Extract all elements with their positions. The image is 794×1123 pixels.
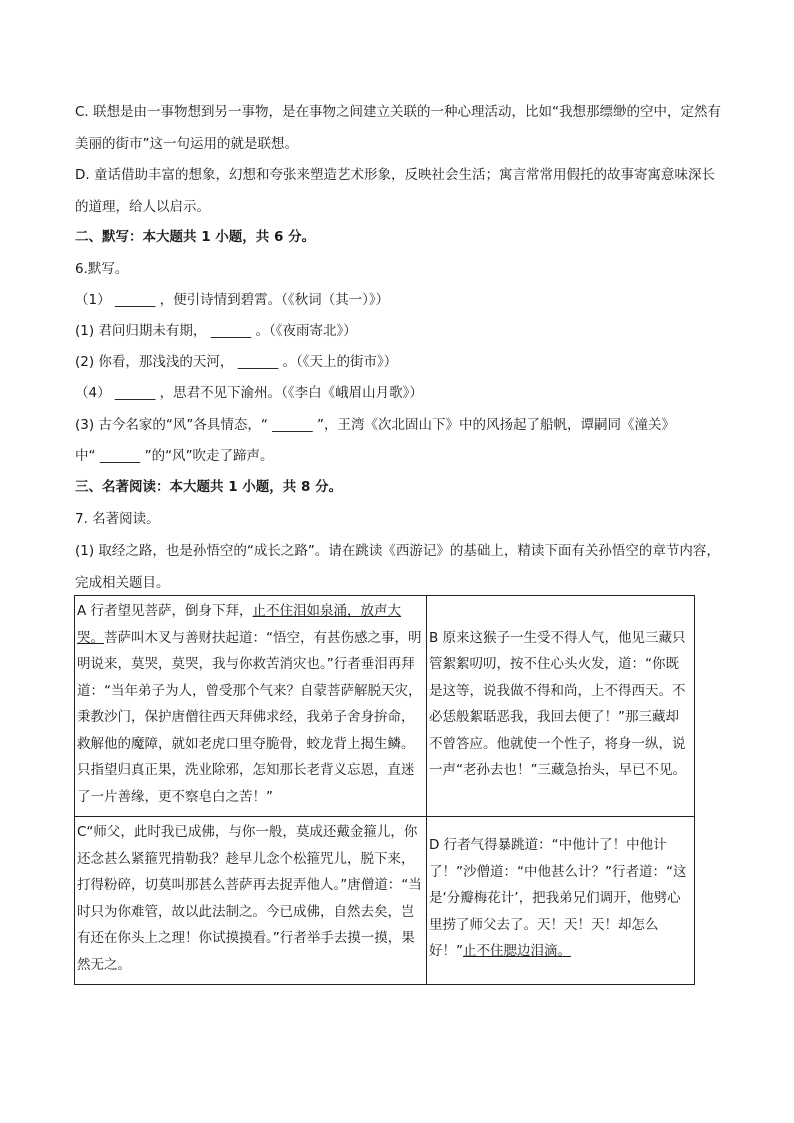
excerpt-b: B 原来这猴子一生受不得人气，他见三藏只管絮絮叨叨，按不住心头火发，道：“你既是这等，说我做不得和尚，上不得西天。不必恁般絮聒恶我，我回去便了！”那三藏却不曾答应。他就使一个性子，将身一纵，说一声“老孙去也！”三藏急抬头，早已不见。 — [427, 596, 695, 817]
excerpt-a — [75, 596, 427, 817]
reading-table — [74, 595, 695, 985]
option-c: C. 联想是由一事物想到另一事物，是在事物之间建立关联的一种心理活动，比如“我想那缥缈的空中，定然有美丽的街市”这一句运用的就是联想。 — [75, 104, 722, 152]
excerpt-d-text: D 行者气得暴跳道：“中他计了！中他计了！”沙僧道：“中他甚么计？”行者道：“这是‘分瓣梅花计’，把我弟兄们调开，他劈心里捞了师父去了。天！天！天！却怎么好！” — [429, 837, 687, 960]
dictation-item: (3) 古今名家的“风”各具情态，“ ______ ”，王湾《次北固山下》中的风扬起了船帆，谭嗣同《潼关》 — [75, 417, 675, 433]
option-d: D. 童话借助丰富的想象，幻想和夸张来塑造艺术形象，反映社会生活；寓言常常用假托的故事寄寓意味深长的道理，给人以启示。 — [75, 167, 715, 215]
dictation-item: (1) 君问归期未有期， ______ 。（《夜雨寄北》） — [75, 323, 357, 339]
excerpt-c: C“师父，此时我已成佛，与你一般，莫成还戴金箍儿，你还念甚么紧箍咒掯勒我？趁早儿念个松箍咒儿，脱下来，打得粉碎，切莫叫那甚么菩萨再去捉弄他人。”唐僧道：“当时只为你难管，故以此法制之。今已成佛，自然去矣，岂有还在你头上之理！你试摸摸看。”行者举手去摸一摸，果然无之。 — [75, 817, 427, 985]
dictation-item-continued: 中“ ______ ”的“风”吹走了蹄声。 — [75, 448, 274, 464]
table-row — [75, 817, 695, 985]
dictation-item: （4） ______ ，思君不见下渝州。（《李白《峨眉山月歌》） — [75, 385, 423, 401]
dictation-item: (2) 你看，那浅浅的天河， ______ 。（《天上的街市》） — [75, 354, 398, 370]
question-6: 6.默写。 — [75, 261, 129, 277]
dictation-item: （1） ______ ，便引诗情到碧霄。（《秋词（其一）》） — [75, 292, 390, 308]
excerpt-a-text: A 行者望见菩萨，倒身下拜， — [77, 603, 253, 619]
reading-intro: (1) 取经之路，也是孙悟空的“成长之路”。请在跳读《西游记》的基础上，精读下面有关孙悟空的章节内容，完成相关题目。 — [75, 543, 720, 591]
table-row — [75, 596, 695, 817]
excerpt-a-text: 菩萨叫木叉与善财扶起道：“悟空，有甚伤感之事，明明说来，莫哭，莫哭，我与你救苦消灾也。”行者垂泪再拜道：“当年弟子为人，曾受那个气来？自蒙菩萨解脱天灾，秉教沙门，保护唐僧往西天拜佛求经，我弟子舍身拚命，救解他的魔障，就如老虎口里夺脆骨，蛟龙背上揭生鳞。只指望归真正果，洗业除邪，怎知那长老背义忘恩，直迷了一片善缘，更不察皂白之苦！” — [77, 629, 422, 805]
excerpt-d-underlined: 止不住腮边泪滴。 — [463, 943, 571, 960]
excerpt-a-underlined: 止不住泪如泉涌，放声大哭。 — [77, 603, 402, 646]
excerpt-d — [427, 817, 695, 985]
question-7: 7. 名著阅读。 — [75, 511, 160, 527]
section-3-header: 三、名著阅读：本大题共 1 小题，共 8 分。 — [75, 479, 343, 495]
section-2-header: 二、默写：本大题共 1 小题，共 6 分。 — [75, 229, 316, 245]
